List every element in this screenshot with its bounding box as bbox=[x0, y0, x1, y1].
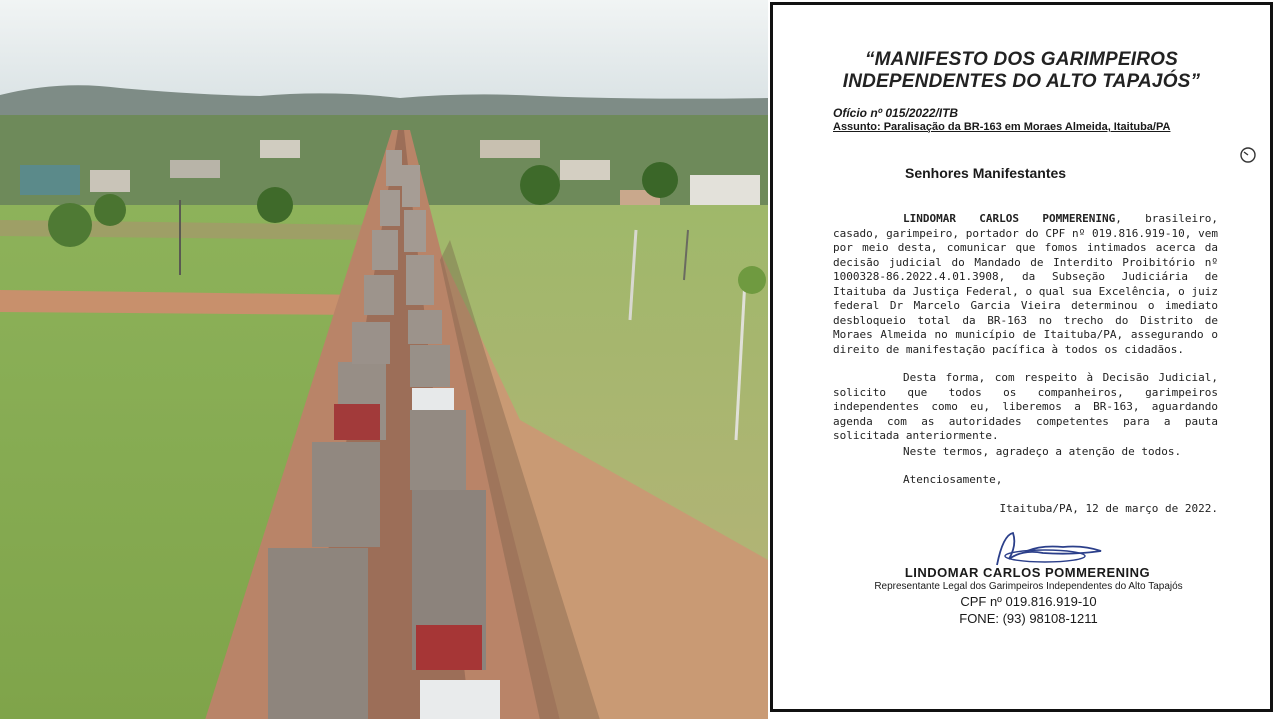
signature-name: LINDOMAR CARLOS POMMERENING bbox=[904, 565, 1151, 580]
assunto-line: Assunto: Paralisação da BR-163 em Moraes Almeida, Itaituba/PA bbox=[833, 121, 1171, 133]
closing bbox=[833, 473, 1218, 488]
paragraph-intro bbox=[833, 212, 1218, 357]
paragraph-thanks bbox=[833, 445, 1218, 460]
closing-text: Atenciosamente, bbox=[903, 473, 1003, 486]
cursor-icon bbox=[1239, 146, 1257, 164]
paragraph-thanks-text: Neste termos, agradeço a atenção de todos. bbox=[903, 445, 1182, 458]
paragraph-request-text: Desta forma, com respeito à Decisão Judicial, solicito que todos os companheiros, garimpeiros independentes como eu, liberemos a BR-163, aguardando agenda com as autoridades competentes para a pauta solicitada anteriormente. bbox=[833, 371, 1218, 442]
signature-cpf: CPF nº 019.816.919-10 bbox=[960, 594, 1097, 609]
author-name-lead: LINDOMAR CARLOS POMMERENING bbox=[903, 212, 1116, 225]
place-date: Itaituba/PA, 12 de março de 2022. bbox=[999, 502, 1218, 515]
paragraph-request bbox=[833, 371, 1218, 444]
greeting: Senhores Manifestantes bbox=[905, 165, 1067, 181]
manifesto-document bbox=[770, 2, 1273, 712]
document-title-line2: INDEPENDENTES DO ALTO TAPAJÓS” bbox=[842, 71, 1201, 92]
oficio-number: Ofício nº 015/2022/ITB bbox=[833, 106, 959, 120]
document-title-line1: “MANIFESTO DOS GARIMPEIROS bbox=[864, 49, 1179, 70]
signature-role: Representante Legal dos Garimpeiros Independentes do Alto Tapajós bbox=[874, 581, 1183, 592]
paragraph-intro-text: , brasileiro, casado, garimpeiro, portador do CPF nº 019.816.919-10, vem por meio desta, comunicar que fomos intimados acerca da decisão judicial do Mandado de Interdito Proibitório nº 1000328-86.2022.4.01.3908, da Subseção Judiciária de Itaituba da Justiça Federal, o qual sua Excelência, o juiz federal Dr Marcelo Garcia Vieira determinou o imediato desbloqueio total da BR-163 no trecho do Distrito de Moraes Almeida no município de Itaituba/PA, assegurando o direito de manifestação pacífica à todos os cidadãos. bbox=[833, 212, 1219, 356]
signature-phone: FONE: (93) 98108-1211 bbox=[959, 611, 1098, 626]
